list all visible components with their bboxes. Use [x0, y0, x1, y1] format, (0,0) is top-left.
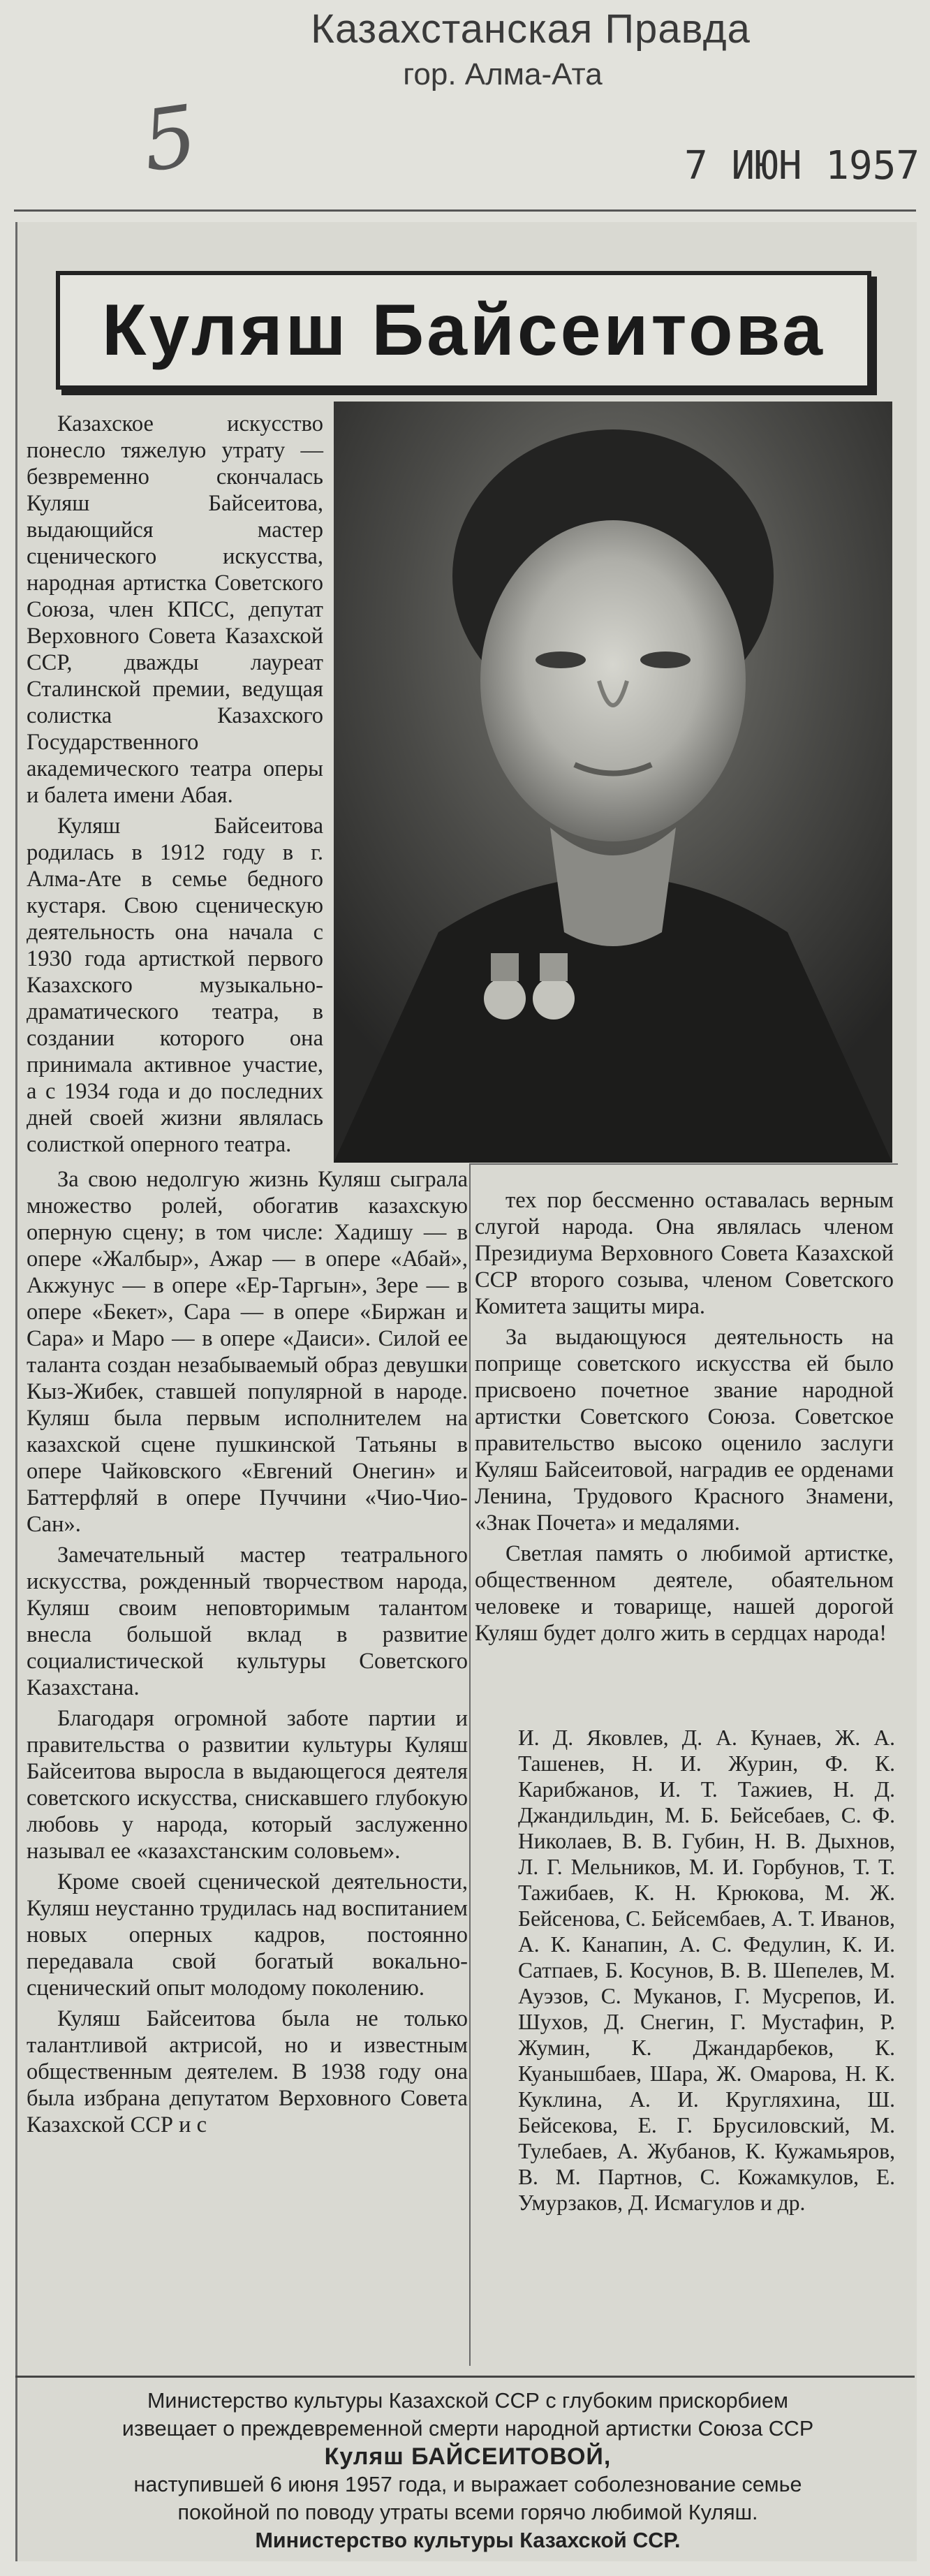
lead-paragraph-1: Казахское искусство понесло тяжелую утрату — безвременно скончалась Куляш Байсеитова, выдающийся мастер сценического искусства, народная артистка Советского Союза, член КПСС, депутат Верховного Совета Казахской ССР, дважды лауреат Сталинской премии, ведущая солистка Казахского Государственного академического театра оперы и балета имени Абая. [27, 411, 323, 808]
condolence-notice [56, 2387, 880, 2554]
handwritten-number: 5 [136, 87, 203, 191]
signatories-list: И. Д. Яковлев, Д. А. Кунаев, Ж. А. Ташенев, Н. И. Журин, Ф. К. Карибжанов, И. Т. Тажиев, Н. Д. Джандильдин, М. Б. Бейсебаев, С. Ф. Николаев, В. В. Губин, Н. В. Дыхнов, Л. Г. Мельников, М. И. Горбунов, Т. Т. Тажибаев, К. Н. Крюкова, М. Ж. Бейсенова, С. Бейсембаев, А. Т. Иванов, А. К. Канапин, А. С. Федулин, К. И. Сатпаев, Б. Косунов, В. В. Шепелев, М. Ауэзов, С. Муканов, Г. Мусрепов, И. Шухов, Д. Снегин, Г. Мустафин, Р. Жумин, К. Джандарбеков, К. Куанышбаев, Шара, Ж. Омарова, Н. К. Куклина, А. И. Кругляхина, Ш. Бейсекова, Е. Г. Брусиловский, М. Тулебаев, А. Жубанов, К. Кужамьяров, В. М. Партнов, С. Кожамкулов, Е. Умурзаков, Д. Исмагулов и др. [518, 1725, 895, 2215]
lead-paragraph-2: Куляш Байсеитова родилась в 1912 году в г. Алма-Ате в семье бедного кустаря. Свою сценическую деятельность она начала с 1930 года артисткой первого Казахского музыкально-драматического театра, в создании которого она принимала активное участие, а с 1934 года и до последних дней своей жизни являлась солисткой оперного театра. [27, 814, 323, 1157]
portrait-illustration [334, 402, 892, 1163]
lead-column [27, 411, 323, 1162]
condolence-line-4: покойной по поводу утраты всеми горячо любимой Куляш. [177, 2501, 758, 2524]
column-rule-top [469, 1163, 898, 1165]
left-paragraph-2: Замечательный мастер театрального искусства, рожденный творчеством народа, Куляш своим неповторимым талантом внесла большой вклад в развитие социалистической культуры Советского Казахстана. [27, 1543, 468, 1700]
condolence-line-2: извещает о преждевременной смерти народной артистки Союза ССР [121, 2417, 814, 2441]
left-paragraph-5: Куляш Байсеитова была не только талантливой актрисой, но и известным общественным деятелем. В 1938 году она была избрана депутатом Верховного Совета Казахской ССР и с [27, 2006, 468, 2137]
publication-city: гор. Алма-Ата [403, 57, 603, 91]
condolence-divider [15, 2376, 915, 2378]
left-paragraph-1: За свою недолгую жизнь Куляш сыграла множество ролей, обогатив казахскую оперную сцену; в том числе: Хадишу — в опере «Жалбыр», Ажар — в опере «Абай», Акжунус — в опере «Ер-Таргын», Зере — в опере «Бекет», Сара — в опере «Биржан и Сара» и Маро — в опере «Даиси». Силой ее таланта создан незабываемый образ девушки Кыз-Жибек, ставшей популярной в народе. Куляш была первым исполнителем на казахской сцене пушкинской Татьяны в опере Чайковского «Евгений Онегин» и Баттерфляй в опере Пуччини «Чио-Чио-Сан». [27, 1167, 468, 1537]
left-paragraph-4: Кроме своей сценической деятельности, Куляш неустанно трудилась над воспитанием новых оперных кадров, постоянно передавала свой богатый вокально-сценический опыт молодому поколению. [27, 1869, 468, 2001]
publication-name: Казахстанская Правда [311, 6, 751, 52]
clipping-stamp [0, 0, 930, 209]
condolence-line-1: Министерство культуры Казахской ССР с глубоким прискорбием [147, 2389, 788, 2413]
condolence-signature: Министерство культуры Казахской ССР. [255, 2529, 681, 2552]
condolence-line-3: наступившей 6 июня 1957 года, и выражает соболезнование семье [133, 2473, 802, 2496]
right-paragraph-3: Светлая память о любимой артистке, общественном деятеле, обаятельном человеке и товарище, нашей дорогой Куляш будет долго жить в сердцах народа! [475, 1541, 894, 1646]
right-paragraph-1: тех пор бессменно оставалась верным слугой народа. Она являлась членом Президиума Верховного Совета Казахской ССР второго созыва, членом Советского Комитета защиты мира. [475, 1188, 894, 1319]
left-column [27, 1166, 468, 2142]
portrait-photo [334, 402, 892, 1163]
right-column [475, 1187, 894, 1651]
headline-box [56, 271, 871, 390]
right-paragraph-2: За выдающуюся деятельность на поприще советского искусства ей было присвоено почетное звание народной артистки Советского Союза. Советское правительство высоко оценило заслуги Куляш Байсеитовой, наградив ее орденами Ленина, Трудового Красного Знамени, «Знак Почета» и медалями. [475, 1325, 894, 1536]
clipping-date: 7 ИЮН 1957 [684, 143, 920, 189]
stamp-divider [14, 209, 916, 212]
left-paragraph-3: Благодаря огромной заботе партии и правительства о развитии культуры Куляш Байсеитова выросла в выдающегося деятеля советского искусства, снискавшего глубокую любовь у народа, который заслуженно называл ее «казахстанским соловьем». [27, 1706, 468, 1864]
column-separator [469, 1165, 471, 2366]
condolence-deceased-name: Куляш БАЙСЕИТОВОЙ, [324, 2443, 612, 2470]
article-headline: Куляш Байсеитова [102, 289, 825, 371]
